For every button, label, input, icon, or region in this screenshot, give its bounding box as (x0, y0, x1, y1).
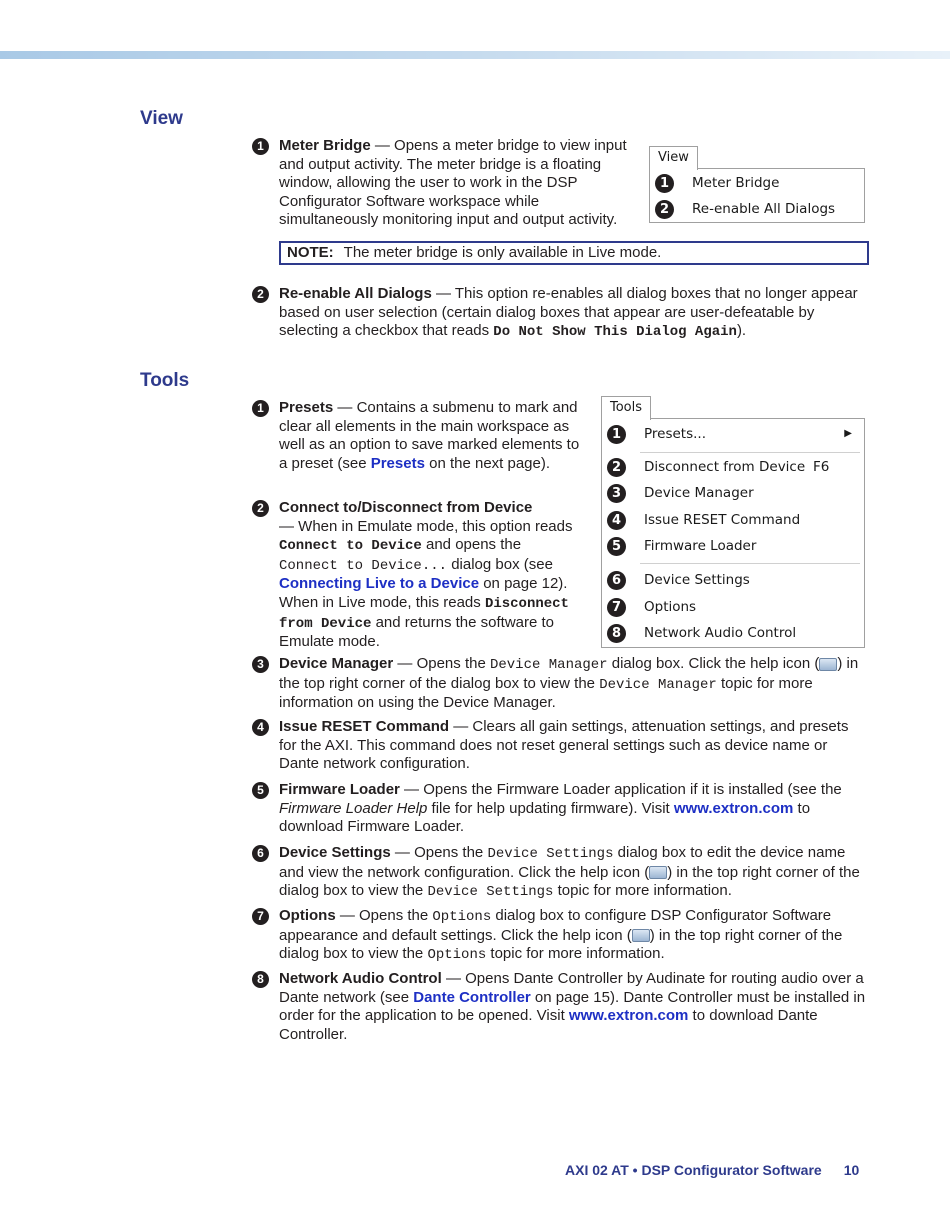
tools-item-issue-reset: 4 Issue RESET Command — Clears all gain settings, attenuation settings, and presets for the AXI. This command does not reset general settings such as device name or Dante network configuration. (252, 718, 867, 774)
number-badge: 1 (252, 138, 269, 155)
section-title-view: View (140, 108, 183, 129)
submenu-arrow-icon: ▶ (844, 428, 852, 439)
page-footer (565, 1162, 859, 1178)
number-badge: 7 (252, 908, 269, 925)
dante-controller-link[interactable]: Dante Controller (413, 988, 531, 1006)
number-badge: 2 (252, 286, 269, 303)
menu-item-device-manager[interactable]: 3 Device Manager (602, 481, 864, 505)
note-label: NOTE: (287, 244, 334, 261)
menu-separator (640, 452, 860, 453)
tools-item-device-settings: 6 Device Settings — Opens the Device Settings dialog box to edit the device name and view the network configuration. Click the help icon ( ) in the top right corner of the dialog box to view the Device Settings topic for more information. (252, 844, 872, 902)
note-text: The meter bridge is only available in Live mode. (343, 244, 662, 261)
menu-item-re-enable-all-dialogs[interactable]: 2 Re-enable All Dialogs (650, 197, 864, 221)
number-badge: 8 (252, 971, 269, 988)
number-badge: 1 (252, 400, 269, 417)
extron-link[interactable]: www.extron.com (568, 1007, 689, 1025)
help-icon (819, 658, 837, 671)
item-title: Device Manager (279, 655, 394, 672)
code-text: Do Not Show This Dialog Again (493, 324, 737, 341)
menu-item-meter-bridge[interactable]: 1 Meter Bridge (650, 171, 864, 195)
page-number: 10 (843, 1162, 860, 1178)
number-badge: 3 (252, 656, 269, 673)
menu-item-options[interactable]: 7 Options (602, 595, 864, 619)
item-title: Re-enable All Dialogs (279, 285, 432, 302)
tools-menu-screenshot (601, 396, 865, 648)
shortcut-label: F6 (813, 459, 830, 475)
item-title: Meter Bridge (279, 137, 371, 154)
item-title: Device Settings (279, 844, 391, 861)
menu-item-device-settings[interactable]: 6 Device Settings (602, 568, 864, 592)
item-description: Opens a meter bridge to view input and output activity. The meter bridge is a floating window, allowing the user to work in the DSP Configurator Software workspace while simultaneously monitoring input and output activity. (279, 137, 627, 229)
number-badge: 6 (252, 845, 269, 862)
tools-menu-tab: Tools (601, 396, 651, 420)
tools-item-options: 7 Options — Opens the Options dialog box to configure DSP Configurator Software appearance and default settings. Click the help icon ( ) in the top right corner of the dialog box to view the Options topic for more information. (252, 907, 867, 965)
number-badge: 4 (252, 719, 269, 736)
item-title: Firmware Loader (279, 781, 400, 798)
tools-item-connect-disconnect: 2 Connect to/Disconnect from Device — When in Emulate mode, this option reads Connect to Device and opens the Connect to Device... dialog box (see Connecting Live to a Device on page 12). When in Live mode, this reads Disconnect from Device and returns the software to Emulate mode. (252, 499, 582, 652)
number-badge: 2 (252, 500, 269, 517)
extron-link[interactable]: www.extron.com (673, 799, 794, 817)
number-badge: 5 (252, 782, 269, 799)
menu-item-presets[interactable]: 1 Presets... ▶ (602, 422, 864, 446)
item-title: Network Audio Control (279, 970, 442, 987)
menu-item-issue-reset-command[interactable]: 4 Issue RESET Command (602, 508, 864, 532)
tools-item-presets: 1 Presets — Contains a submenu to mark and clear all elements in the main workspace as well as an option to save marked elements to a preset (see Presets on the next page). (252, 399, 587, 473)
menu-item-network-audio-control[interactable]: 8 Network Audio Control (602, 621, 864, 645)
tools-item-firmware-loader: 5 Firmware Loader — Opens the Firmware Loader application if it is installed (see the Firmware Loader Help file for help updating firmware). Visit www.extron.com to download Firmware Loader. (252, 781, 867, 837)
item-title: Presets (279, 399, 334, 416)
menu-item-disconnect-from-device[interactable]: 2 Disconnect from Device F6 (602, 455, 864, 479)
header-gradient-bar (0, 51, 950, 59)
help-icon (649, 866, 667, 879)
menu-separator (640, 563, 860, 564)
presets-link[interactable]: Presets (370, 454, 425, 472)
note-box (279, 241, 869, 265)
tools-item-device-manager: 3 Device Manager — Opens the Device Manager dialog box. Click the help icon ( ) in the top right corner of the dialog box to view the Device Manager topic for more information on using the Device Manager. (252, 655, 867, 713)
footer-product: AXI 02 AT • DSP Configurator Software (565, 1162, 822, 1178)
view-item-re-enable-all-dialogs: 2 Re-enable All Dialogs — This option re-enables all dialog boxes that no longer appear based on user selection (certain dialog boxes that appear are user-defeatable by selecting a checkbox that reads Do Not Show This Dialog Again). (252, 285, 872, 342)
view-item-meter-bridge: 1 Meter Bridge — Opens a meter bridge to view input and output activity. The meter bridge is a floating window, allowing the user to work in the DSP Configurator Software workspace while simultaneously monitoring input and output activity. (252, 137, 632, 230)
item-title: Issue RESET Command (279, 718, 450, 735)
help-icon (632, 929, 650, 942)
item-title: Options (279, 907, 336, 924)
menu-item-firmware-loader[interactable]: 5 Firmware Loader (602, 534, 864, 558)
connecting-live-link[interactable]: Connecting Live to a Device (279, 575, 480, 593)
view-menu-tab: View (649, 146, 698, 170)
section-title-tools: Tools (140, 370, 190, 391)
tools-item-network-audio-control: 8 Network Audio Control — Opens Dante Controller by Audinate for routing audio over a Dante network (see Dante Controller on page 15). Dante Controller must be installed in order for the application to be opened. Visit www.extron.com to download Dante Controller. (252, 970, 867, 1044)
item-title: Connect to/Disconnect from Device (279, 499, 533, 516)
view-menu-screenshot (649, 146, 865, 223)
